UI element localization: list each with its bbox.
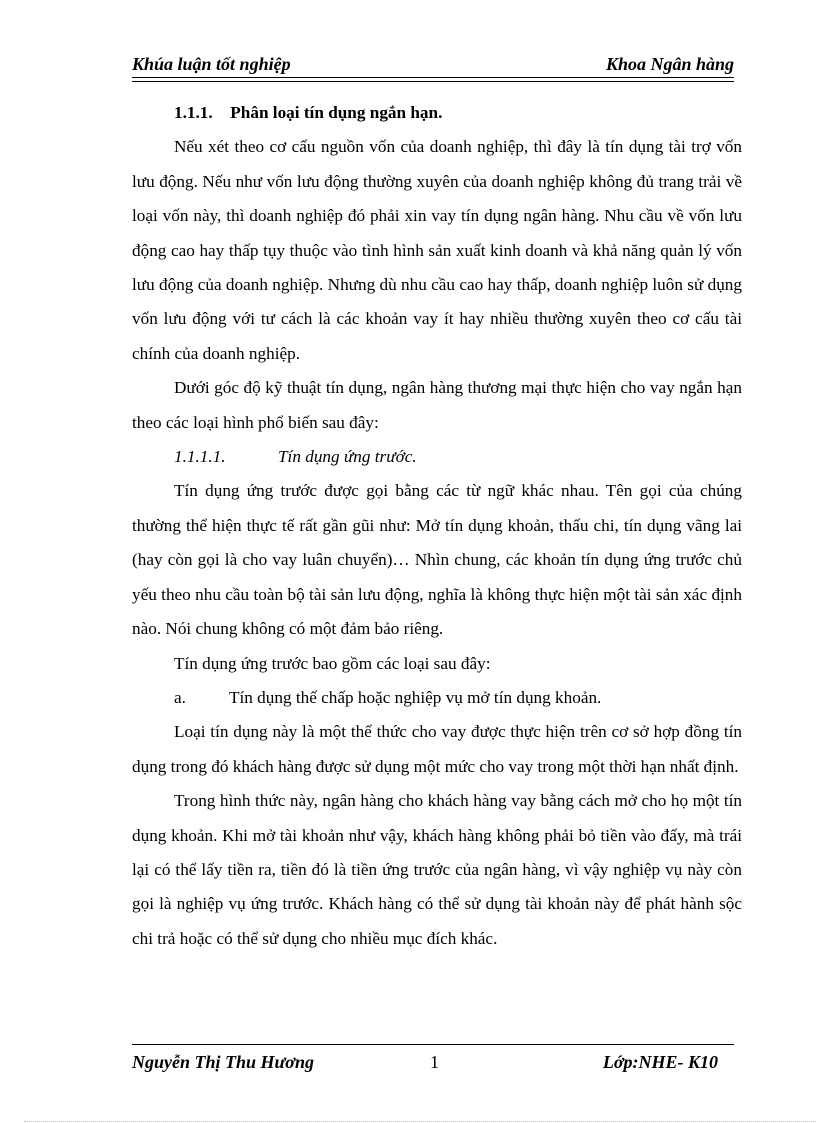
paragraph-2: Dưới góc độ kỹ thuật tín dụng, ngân hàng thương mại thực hiện cho vay ngắn hạn theo các loại hình phổ biến sau đây: bbox=[132, 378, 742, 432]
footer-rule bbox=[132, 1044, 734, 1045]
footer-author: Nguyễn Thị Thu Hương bbox=[132, 1052, 314, 1072]
paragraph-6: Trong hình thức này, ngân hàng cho khách hàng vay bằng cách mở cho họ một tín dụng khoản. Khi mở tài khoản như vậy, khách hàng không phải bỏ tiền vào đấy, mà trái lại có thể lấy tiền ra, tiền đó là tiền ứng trước của ngân hàng, vì vậy nghiệp vụ này còn gọi là nghiệp vụ ứng trước. Khách hàng có thể sử dụng tài khoản này để phát hành sộc chi trả hoặc có thể sử dụng cho nhiều mục đích khác. bbox=[132, 791, 742, 948]
page-body bbox=[132, 96, 742, 956]
footer-class: Lớp:NHE- K10 bbox=[602, 1052, 718, 1072]
subsection-number: 1.1.1.1. bbox=[174, 447, 226, 467]
paragraph-3: Tín dụng ứng trước được gọi bằng các từ ngữ khác nhau. Tên gọi của chúng thường thể hiện thực tế rất gần gũi như: Mở tín dụng khoản, thấu chi, tín dụng vãng lai (hay còn gọi là cho vay luân chuyển)… Nhìn chung, các khoản tín dụng ứng trước chủ yếu theo nhu cầu toàn bộ tài sản lưu động, nghĩa là không thực hiện một tài sản xác định nào. Nói chung không có một đảm bảo riêng. bbox=[132, 481, 742, 639]
page-number: 1 bbox=[430, 1052, 439, 1072]
header-thesis-label: Khúa luận tốt nghiệp bbox=[132, 54, 291, 74]
header-faculty-label: Khoa Ngân hàng bbox=[605, 54, 734, 74]
paragraph-1: Nếu xét theo cơ cấu nguồn vốn của doanh nghiệp, thì đây là tín dụng tài trợ vốn lưu động. Nếu như vốn lưu động thường xuyên của doanh nghiệp không đủ trang trải về loại vốn này, thì doanh nghiệp đó phải xin vay tín dụng ngân hàng. Nhu cầu về vốn lưu động cao hay thấp tụy thuộc vào tình hình sản xuất kinh doanh và khả năng quản lý vốn lưu động của doanh nghiệp. Nhưng dù nhu cầu cao hay thấp, doanh nghiệp luôn sử dụng vốn lưu động với tư cách là các khoản vay ít hay nhiều thường xuyên theo cơ cấu tài chính của doanh nghiệp. bbox=[132, 137, 742, 363]
section-heading bbox=[132, 96, 742, 130]
page-footer bbox=[132, 1050, 734, 1078]
paragraph-4: Tín dụng ứng trước bao gồm các loại sau đây: bbox=[174, 653, 491, 673]
subsection-title: Tín dụng ứng trước. bbox=[278, 447, 417, 467]
list-item-text: Tín dụng thế chấp hoặc nghiệp vụ mở tín dụng khoản. bbox=[229, 687, 602, 707]
section-title: Phân loại tín dụng ngắn hạn. bbox=[230, 103, 443, 122]
page-edge-divider bbox=[24, 1121, 816, 1122]
header-rule bbox=[132, 77, 734, 78]
list-item bbox=[132, 681, 742, 715]
page-header bbox=[132, 52, 734, 78]
header-rule-thin bbox=[132, 81, 734, 82]
list-item-marker: a. bbox=[174, 687, 186, 707]
section-number: 1.1.1. bbox=[174, 103, 213, 122]
paragraph-5: Loại tín dụng này là một thể thức cho vay được thực hiện trên cơ sở hợp đồng tín dụng trong đó khách hàng được sử dụng một mức cho vay trong một thời hạn nhất định. bbox=[132, 722, 742, 776]
subsection-heading bbox=[132, 440, 742, 474]
